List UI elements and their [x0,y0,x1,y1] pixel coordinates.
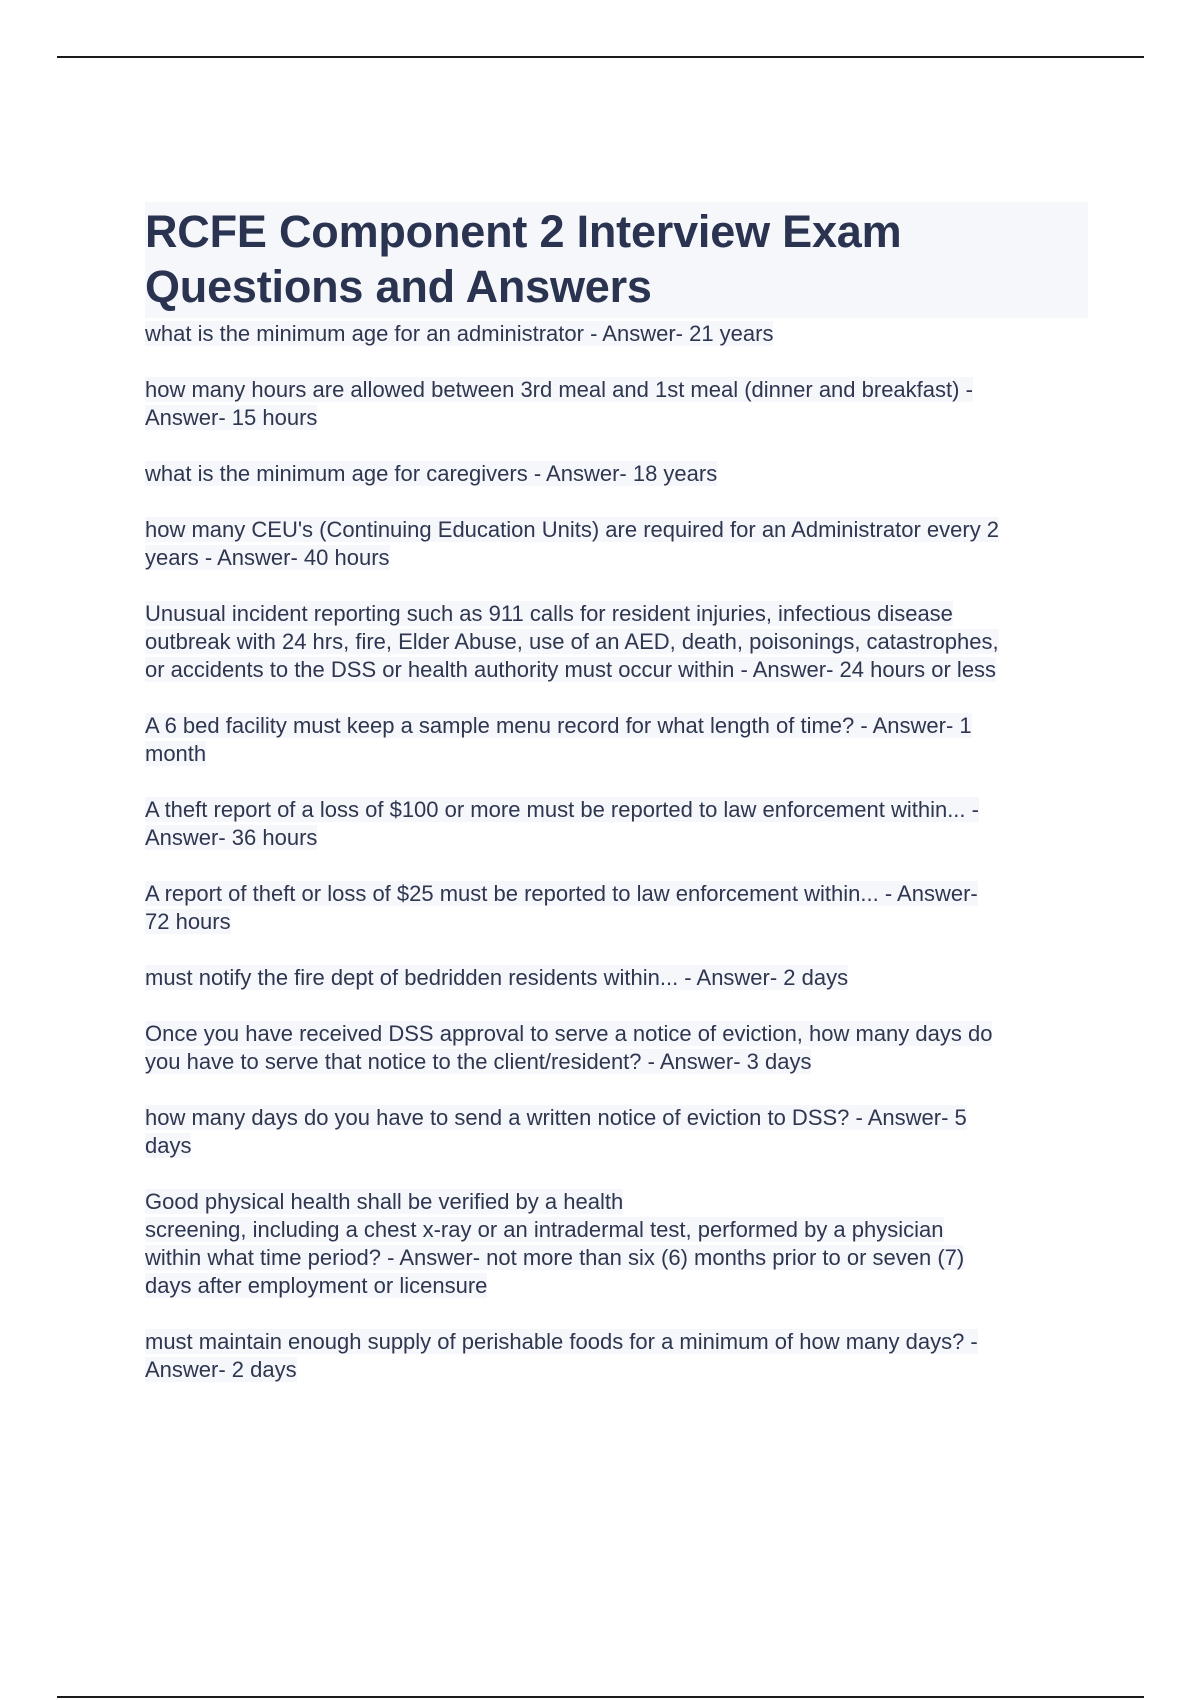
qa-item [145,460,1088,488]
qa-item [145,1020,1088,1076]
qa-line: days [145,1133,192,1158]
qa-line: A theft report of a loss of $100 or more must be reported to law enforcement within... - [145,797,979,822]
qa-line: how many CEU's (Continuing Education Units) are required for an Administrator every 2 [145,517,1000,542]
qa-item [145,1104,1088,1160]
qa-item [145,320,1088,348]
qa-line: Answer- 2 days [145,1357,297,1382]
qa-line: outbreak with 24 hrs, fire, Elder Abuse, use of an AED, death, poisonings, catastrophes, [145,629,999,654]
qa-line: how many days do you have to send a written notice of eviction to DSS? - Answer- 5 [145,1105,967,1130]
qa-item [145,1188,1088,1300]
qa-line: month [145,741,207,766]
qa-line: Unusual incident reporting such as 911 calls for resident injuries, infectious disease [145,601,953,626]
qa-line: you have to serve that notice to the client/resident? - Answer- 3 days [145,1049,812,1074]
qa-item [145,516,1088,572]
qa-line: what is the minimum age for caregivers - Answer- 18 years [145,461,718,486]
qa-list [145,320,1088,1384]
qa-line: Good physical health shall be verified by a health [145,1189,624,1214]
qa-line: Once you have received DSS approval to serve a notice of eviction, how many days do [145,1021,993,1046]
title-line-2: Questions and Answers [145,261,652,312]
qa-item [145,600,1088,684]
qa-item [145,1328,1088,1384]
title-line-1: RCFE Component 2 Interview Exam [145,206,902,257]
qa-item [145,376,1088,432]
qa-line: Answer- 15 hours [145,405,318,430]
qa-line: or accidents to the DSS or health authority must occur within - Answer- 24 hours or less [145,657,997,682]
qa-item [145,964,1088,992]
qa-line: within what time period? - Answer- not more than six (6) months prior to or seven (7) [145,1245,965,1270]
document-title [145,202,1088,318]
qa-line: screening, including a chest x-ray or an intradermal test, performed by a physician [145,1217,944,1242]
qa-line: A 6 bed facility must keep a sample menu record for what length of time? - Answer- 1 [145,713,972,738]
qa-line: 72 hours [145,909,231,934]
qa-line: days after employment or licensure [145,1273,488,1298]
qa-line: years - Answer- 40 hours [145,545,390,570]
top-rule [57,56,1144,58]
qa-line: must notify the fire dept of bedridden residents within... - Answer- 2 days [145,965,849,990]
qa-line: must maintain enough supply of perishable foods for a minimum of how many days? - [145,1329,978,1354]
qa-item [145,796,1088,852]
qa-item [145,880,1088,936]
qa-line: A report of theft or loss of $25 must be reported to law enforcement within... - Answer- [145,881,978,906]
bottom-rule [57,1696,1144,1698]
document-body [145,202,1088,1412]
qa-line: how many hours are allowed between 3rd meal and 1st meal (dinner and breakfast) - [145,377,973,402]
qa-item [145,712,1088,768]
qa-line: what is the minimum age for an administrator - Answer- 21 years [145,321,774,346]
qa-line: Answer- 36 hours [145,825,318,850]
